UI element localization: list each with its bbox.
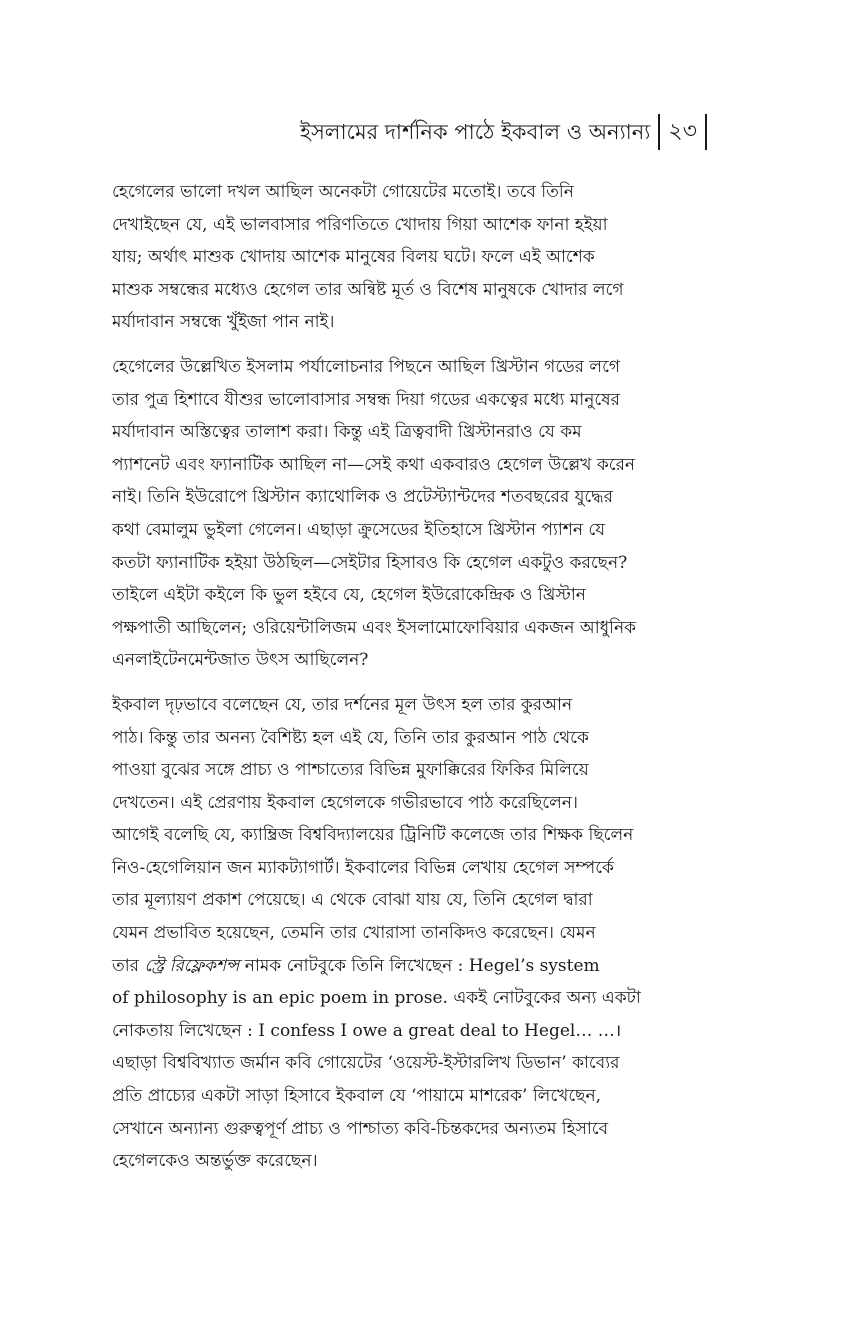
text-fragment: নামক নোটবুকে তিনি লিখেছেন : Hegel’s system [239, 955, 600, 976]
text-line: মর্যাদাবান সম্বন্ধে খুঁইজা পান নাই। [112, 312, 335, 333]
header-divider [658, 114, 660, 150]
text-line: নিও-হেগেলিয়ান জন ম্যাকট্যাগার্ট। ইকবালের বিভিন্ন লেখায় হেগেল সম্পর্কে [112, 857, 614, 878]
text-fragment: তার [112, 955, 145, 976]
text-line: হেগেলের উল্লেখিত ইসলাম পর্যালোচনার পিছনে আছিল খ্রিস্টান গডের লগে [112, 356, 621, 377]
text-line: হেগেলের ভালো দখল আছিল অনেকটা গোয়েটের মতোই। তবে তিনি [112, 182, 574, 202]
text-line: নোকতায় লিখেছেন : I confess I owe a great deal to Hegel… …। [112, 1020, 622, 1041]
page-number: ২৩ [668, 119, 697, 144]
text-line: of philosophy is an epic poem in prose. একই নোটবুকের অন্য একটা [112, 988, 641, 1009]
text-line: কথা বেমালুম ভুইলা গেলেন। এছাড়া ক্রুসেডের ইতিহাসে খ্রিস্টান প্যাশন যে [112, 519, 606, 540]
text-line: হেগেলকেও অন্তর্ভুক্ত করেছেন। [112, 1151, 318, 1172]
text-line: তার মূল্যায়ণ প্রকাশ পেয়েছে। এ থেকে বোঝা যায় যে, তিনি হেগেল দ্বারা [112, 890, 593, 911]
text-line: দেখাইছেন যে, এই ভালবাসার পরিণতিতে খোদায় গিয়া আশেক ফানা হইয়া [112, 214, 608, 235]
text-line: সেখানে অন্যান্য গুরুত্বপূর্ণ প্রাচ্য ও পাশ্চাত্য কবি-চিন্তকদের অন্যতম হিসাবে [112, 1118, 609, 1139]
paragraph-3 [112, 689, 713, 1178]
text-line: এনলাইটেনমেন্টজাত উৎস আছিলেন? [112, 650, 369, 671]
text-line: তার পুত্র হিশাবে যীশুর ভালোবাসার সম্বন্ধ দিয়া গডের একত্বের মধ্যে মানুষের [112, 389, 620, 410]
text-line: নাই। তিনি ইউরোপে খ্রিস্টান ক্যাথোলিক ও প্রটেস্ট্যান্টদের শতবছরের যুদ্ধের [112, 487, 614, 508]
page-body [112, 176, 713, 1190]
text-line: প্যাশনেট এবং ফ্যানাটিক আছিল না—সেই কথা একবারও হেগেল উল্লেখ করেন [112, 454, 636, 475]
text-line: ইকবাল দৃঢ়ভাবে বলেছেন যে, তার দর্শনের মূল উৎস হল তার কুরআন [112, 694, 573, 715]
text-line: কতটা ফ্যানাটিক হইয়া উঠছিল—সেইটার হিসাবও কি হেগেল একটুও করছেন? [112, 552, 628, 573]
text-line: পাঠ। কিন্তু তার অনন্য বৈশিষ্ট্য হল এই যে, তিনি তার কুরআন পাঠ থেকে [112, 727, 589, 748]
text-line: দেখতেন। এই প্রেরণায় ইকবাল হেগেলকে গভীরভাবে পাঠ করেছিলেন। [112, 792, 578, 813]
paragraph-2 [112, 351, 713, 677]
text-line: তাইলে এইটা কইলে কি ভুল হইবে যে, হেগেল ইউরোকেন্দ্রিক ও খ্রিস্টান [112, 585, 586, 606]
paragraph-1 [112, 176, 713, 339]
text-line: এছাড়া বিশ্ববিখ্যাত জর্মান কবি গোয়েটের ‘ওয়েস্ট-ইস্টারলিখ ডিভান’ কাব্যের [112, 1053, 620, 1074]
running-header [300, 112, 715, 152]
text-line: যায়; অর্থাৎ মাশুক খোদায় আশেক মানুষের বিলয় ঘটে। ফলে এই আশেক [112, 247, 595, 268]
notebook-title: স্ট্রে রিফ্লেকশন্স [144, 955, 240, 976]
text-line: মর্যাদাবান অস্তিত্বের তালাশ করা। কিন্তু এই ত্রিত্ববাদী খ্রিস্টানরাও যে কম [112, 422, 582, 443]
text-line: পক্ষপাতী আছিলেন; ওরিয়েন্টালিজম এবং ইসলামোফোবিয়ার একজন আধুনিক [112, 617, 637, 638]
text-line: যেমন প্রভাবিত হয়েছেন, তেমনি তার খোরাসা তানকিদও করেছেন। যেমন [112, 923, 596, 944]
text-line-with-title [112, 950, 713, 983]
text-line: পাওয়া বুঝের সঙ্গে প্রাচ্য ও পাশ্চাত্যের বিভিন্ন মুফাক্কিরের ফিকির মিলিয়ে [112, 760, 589, 781]
text-line: আগেই বলেছি যে, ক্যাম্ব্রিজ বিশ্ববিদ্যালয়ের ট্রিনিটি কলেজে তার শিক্ষক ছিলেন [112, 825, 634, 846]
text-line: মাশুক সম্বন্ধের মধ্যেও হেগেল তার অন্বিষ্ট মূর্ত ও বিশেষ মানুষকে খোদার লগে [112, 279, 624, 300]
header-divider-right [705, 114, 707, 150]
running-header-title: ইসলামের দার্শনিক পাঠে ইকবাল ও অন্যান্য [300, 120, 651, 144]
text-line: প্রতি প্রাচ্যের একটা সাড়া হিসাবে ইকবাল যে ‘পায়ামে মাশরেক’ লিখেছেন, [112, 1086, 602, 1107]
